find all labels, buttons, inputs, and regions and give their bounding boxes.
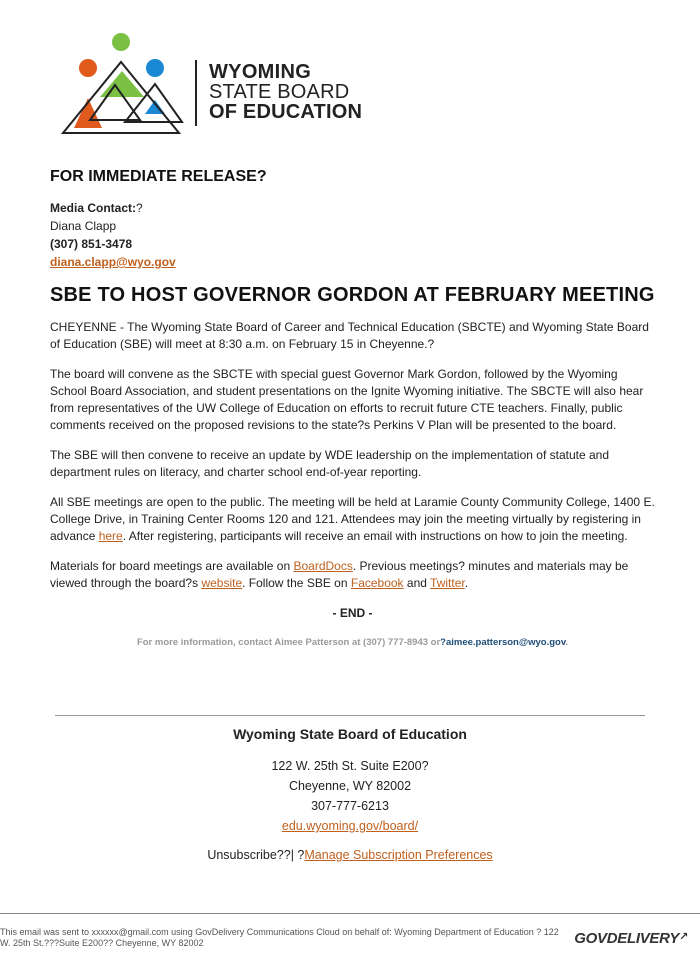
more-info-text: For more information, contact Aimee Patterson at (307) 777-8943 or (136, 637, 441, 648)
unsubscribe-line (0, 848, 700, 862)
paragraph-intro: CHEYENNE - The Wyoming State Board of Career and Technical Education (SBCTE) and Wyoming State Board of Education (SBE) will meet at 8:30 a.m. on February 15 in Cheyenne.? (50, 320, 649, 351)
p5-text-a: Materials for board meetings are available on (50, 559, 294, 573)
paragraph-sbe: The SBE will then convene to receive an update by WDE leadership on the implementation of statute and department rules on literacy, and charter school end-of-year reporting. (50, 448, 609, 479)
p4-text-after: . After registering, participants will receive an email with instructions on how to join the meeting. (122, 529, 628, 543)
press-release-body (50, 168, 655, 651)
govdelivery-swoosh-icon: ↗ (679, 931, 688, 943)
media-contact (50, 199, 655, 271)
p5-text-c: . Follow the SBE on (242, 576, 351, 590)
logo-line-2: STATE BOARD (209, 81, 350, 103)
govdelivery-logo (574, 930, 688, 947)
p5-text-e: . (464, 576, 469, 590)
footer-divider (55, 715, 645, 716)
footer-phone: 307-777-6213 (311, 799, 389, 813)
contact-name: Diana Clapp (50, 219, 117, 233)
contact-email-link[interactable]: diana.clapp@wyo.gov (50, 255, 176, 269)
contact-phone: (307) 851-3478 (50, 237, 133, 251)
boarddocs-link[interactable]: BoardDocs (293, 559, 353, 573)
wyoming-sbe-logo (60, 30, 380, 140)
more-info-line (50, 634, 655, 651)
p4-text-before: All SBE meetings are open to the public. The meeting will be held at Laramie County Community College, 1400 E. College Drive, in Training Center Rooms 120 and 121. Attendees may join the meeting virtually by registering in advance (50, 495, 655, 543)
footer-website-link[interactable]: edu.wyoming.gov/board/ (281, 819, 419, 833)
logo-wordmark (209, 62, 362, 122)
website-link[interactable]: website (201, 576, 243, 590)
release-label: FOR IMMEDIATE RELEASE? (50, 168, 267, 185)
twitter-link[interactable]: Twitter (430, 576, 465, 590)
logo-line-1: WYOMING (209, 61, 312, 83)
delivery-note: This email was sent to xxxxxx@gmail.com using GovDelivery Communications Cloud on behalf of: Wyoming Department of Education ? 122 W. 25th St.???Suite E200?? Cheyenne, WY 82002 (0, 927, 559, 948)
paragraph-materials (50, 558, 655, 592)
footer (0, 726, 700, 862)
logo-divider (195, 60, 197, 126)
footer-address-1: 122 W. 25th St. Suite E200? (271, 759, 429, 773)
paragraph-sbcte: The board will convene as the SBCTE with special guest Governor Mark Gordon, followed by the Wyoming School Board Association, and student presentations on the Ignite Wyoming initiative. The SBCTE will also hear from representatives of the UW College of Education on efforts to recruit future CTE teachers. Finally, public comments received on the proposed revisions to the state?s Perkins V Plan will be presented to the board. (50, 367, 644, 432)
govdelivery-wordmark: GOVDELIVERY (574, 930, 680, 947)
footer-address-2: Cheyenne, WY 82002 (288, 779, 412, 793)
p5-text-d: and (403, 576, 431, 590)
logo-line-3: OF EDUCATION (209, 101, 363, 123)
paragraph-public-meeting (50, 494, 655, 545)
contact-label-suffix: ? (136, 201, 143, 215)
more-info-email: ?aimee.patterson@wyo.gov (440, 637, 566, 648)
p5-text-b: . Previous meetings? minutes and materials may be viewed through the board?s (50, 559, 629, 590)
contact-label: Media Contact: (50, 201, 137, 215)
facebook-link[interactable]: Facebook (350, 576, 404, 590)
logo-mark-icon (60, 30, 195, 140)
more-info-suffix: . (565, 637, 569, 648)
bottom-divider (0, 913, 700, 914)
unsubscribe-text: Unsubscribe??| ? (207, 848, 305, 862)
end-mark: - END - (332, 606, 373, 620)
headline: SBE TO HOST GOVERNOR GORDON AT FEBRUARY MEETING (50, 284, 655, 306)
manage-subscription-link[interactable]: Manage Subscription Preferences (304, 848, 493, 862)
footer-org-name: Wyoming State Board of Education (233, 726, 467, 742)
register-here-link[interactable]: here (98, 529, 123, 543)
